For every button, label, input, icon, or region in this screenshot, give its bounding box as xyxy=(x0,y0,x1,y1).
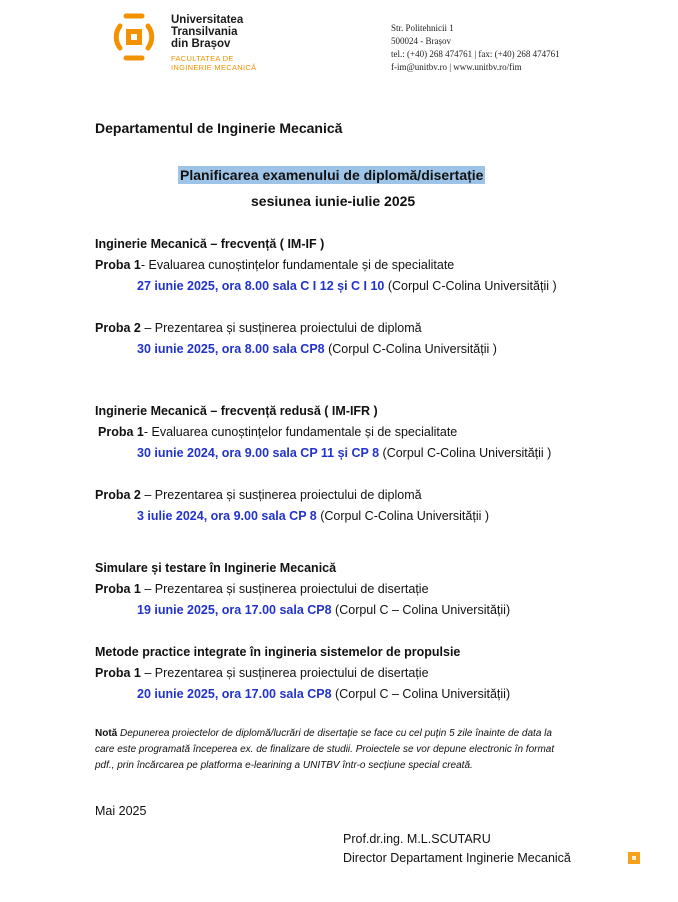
exam-line xyxy=(95,582,429,596)
university-name-line2: Transilvania xyxy=(171,26,238,38)
submission-note xyxy=(95,726,565,774)
university-name-line1: Universitatea xyxy=(171,14,244,26)
exam-line xyxy=(98,425,457,439)
address-email-web: f-im@unitbv.ro | www.unitbv.ro/fim xyxy=(391,62,522,72)
department-heading: Departamentul de Inginerie Mecanică xyxy=(95,120,343,136)
exam-description: – Prezentarea și susținerea proiectului de disertație xyxy=(140,582,429,596)
note-text: Depunerea proiectelor de diplomă/lucrări de disertație se face cu cel puțin 5 zile înainte de data la care este programată începerea ex. de finalizare de studii. Proiectele se vor depune electronic în format pdf., prin încărcarea pe platforma e-learining a UNITBV într-o secțiune special creată. xyxy=(95,728,555,771)
faculty-name-line2: INGINERIE MECANICĂ xyxy=(171,63,257,72)
corner-square-icon xyxy=(628,852,640,864)
schedule-location: (Corpul C-Colina Universității ) xyxy=(324,342,497,356)
address-phone: tel.: (+40) 268 474761 | fax: (+40) 268 474761 xyxy=(391,49,560,59)
document-subtitle: sesiunea iunie-iulie 2025 xyxy=(251,193,416,209)
exam-schedule xyxy=(137,509,489,523)
signatory-name: Prof.dr.ing. M.L.SCUTARU xyxy=(343,832,491,846)
exam-label: Proba 1 xyxy=(95,666,141,680)
university-name-line3: din Brașov xyxy=(171,38,231,50)
exam-line xyxy=(95,666,429,680)
schedule-location: (Corpul C-Colina Universității ) xyxy=(379,446,552,460)
signatory-role: Director Departament Inginerie Mecanică xyxy=(343,851,571,865)
section-heading: Metode practice integrate în ingineria sistemelor de propulsie xyxy=(95,645,461,659)
exam-line xyxy=(95,321,422,335)
exam-label: Proba 2 xyxy=(95,488,141,502)
schedule-time: 30 iunie 2025, ora 8.00 sala CP8 xyxy=(137,342,325,356)
exam-schedule xyxy=(137,446,551,460)
exam-label: Proba 1 xyxy=(95,582,141,596)
schedule-time: 19 iunie 2025, ora 17.00 sala CP8 xyxy=(137,603,332,617)
schedule-time: 30 iunie 2024, ora 9.00 sala CP 11 și CP 8 xyxy=(137,446,380,460)
note-label: Notă xyxy=(95,728,118,739)
university-logo xyxy=(112,12,156,62)
section-heading: Simulare și testare în Inginerie Mecanică xyxy=(95,561,337,575)
schedule-time: 27 iunie 2025, ora 8.00 sala C I 12 și C I 10 xyxy=(137,279,385,293)
exam-line xyxy=(95,258,454,272)
faculty-name-line1: FACULTATEA DE xyxy=(171,54,234,63)
schedule-location: (Corpul C-Colina Universității ) xyxy=(316,509,490,523)
exam-description: – Prezentarea și susținerea proiectului de disertație xyxy=(140,666,429,680)
address-city: 500024 - Brașov xyxy=(391,36,451,46)
exam-schedule xyxy=(137,342,497,356)
schedule-time: 3 iulie 2024, ora 9.00 sala CP 8 xyxy=(137,509,317,523)
exam-label: Proba 1 xyxy=(98,425,144,439)
schedule-time: 20 iunie 2025, ora 17.00 sala CP8 xyxy=(137,687,332,701)
schedule-location: (Corpul C – Colina Universității) xyxy=(331,687,511,701)
exam-schedule xyxy=(137,279,557,293)
document-date: Mai 2025 xyxy=(95,804,147,818)
schedule-location: (Corpul C-Colina Universității ) xyxy=(384,279,557,293)
schedule-location: (Corpul C – Colina Universității) xyxy=(331,603,511,617)
exam-description: - Evaluarea cunoștințelor fundamentale și de specialitate xyxy=(140,258,455,272)
exam-line xyxy=(95,488,422,502)
address-street: Str. Politehnicii 1 xyxy=(391,23,454,33)
exam-schedule xyxy=(137,603,510,617)
exam-description: - Evaluarea cunoștințelor fundamentale și de specialitate xyxy=(143,425,458,439)
exam-schedule xyxy=(137,687,510,701)
exam-description: – Prezentarea și susținerea proiectului de diplomă xyxy=(140,488,422,502)
section-heading: Inginerie Mecanică – frecvență ( IM-IF ) xyxy=(95,237,325,251)
document-title: Planificarea examenului de diplomă/disertație xyxy=(180,167,484,183)
exam-label: Proba 2 xyxy=(95,321,141,335)
exam-description: – Prezentarea și susținerea proiectului de diplomă xyxy=(140,321,422,335)
section-heading: Inginerie Mecanică – frecvență redusă ( IM-IFR ) xyxy=(95,404,378,418)
exam-label: Proba 1 xyxy=(95,258,141,272)
